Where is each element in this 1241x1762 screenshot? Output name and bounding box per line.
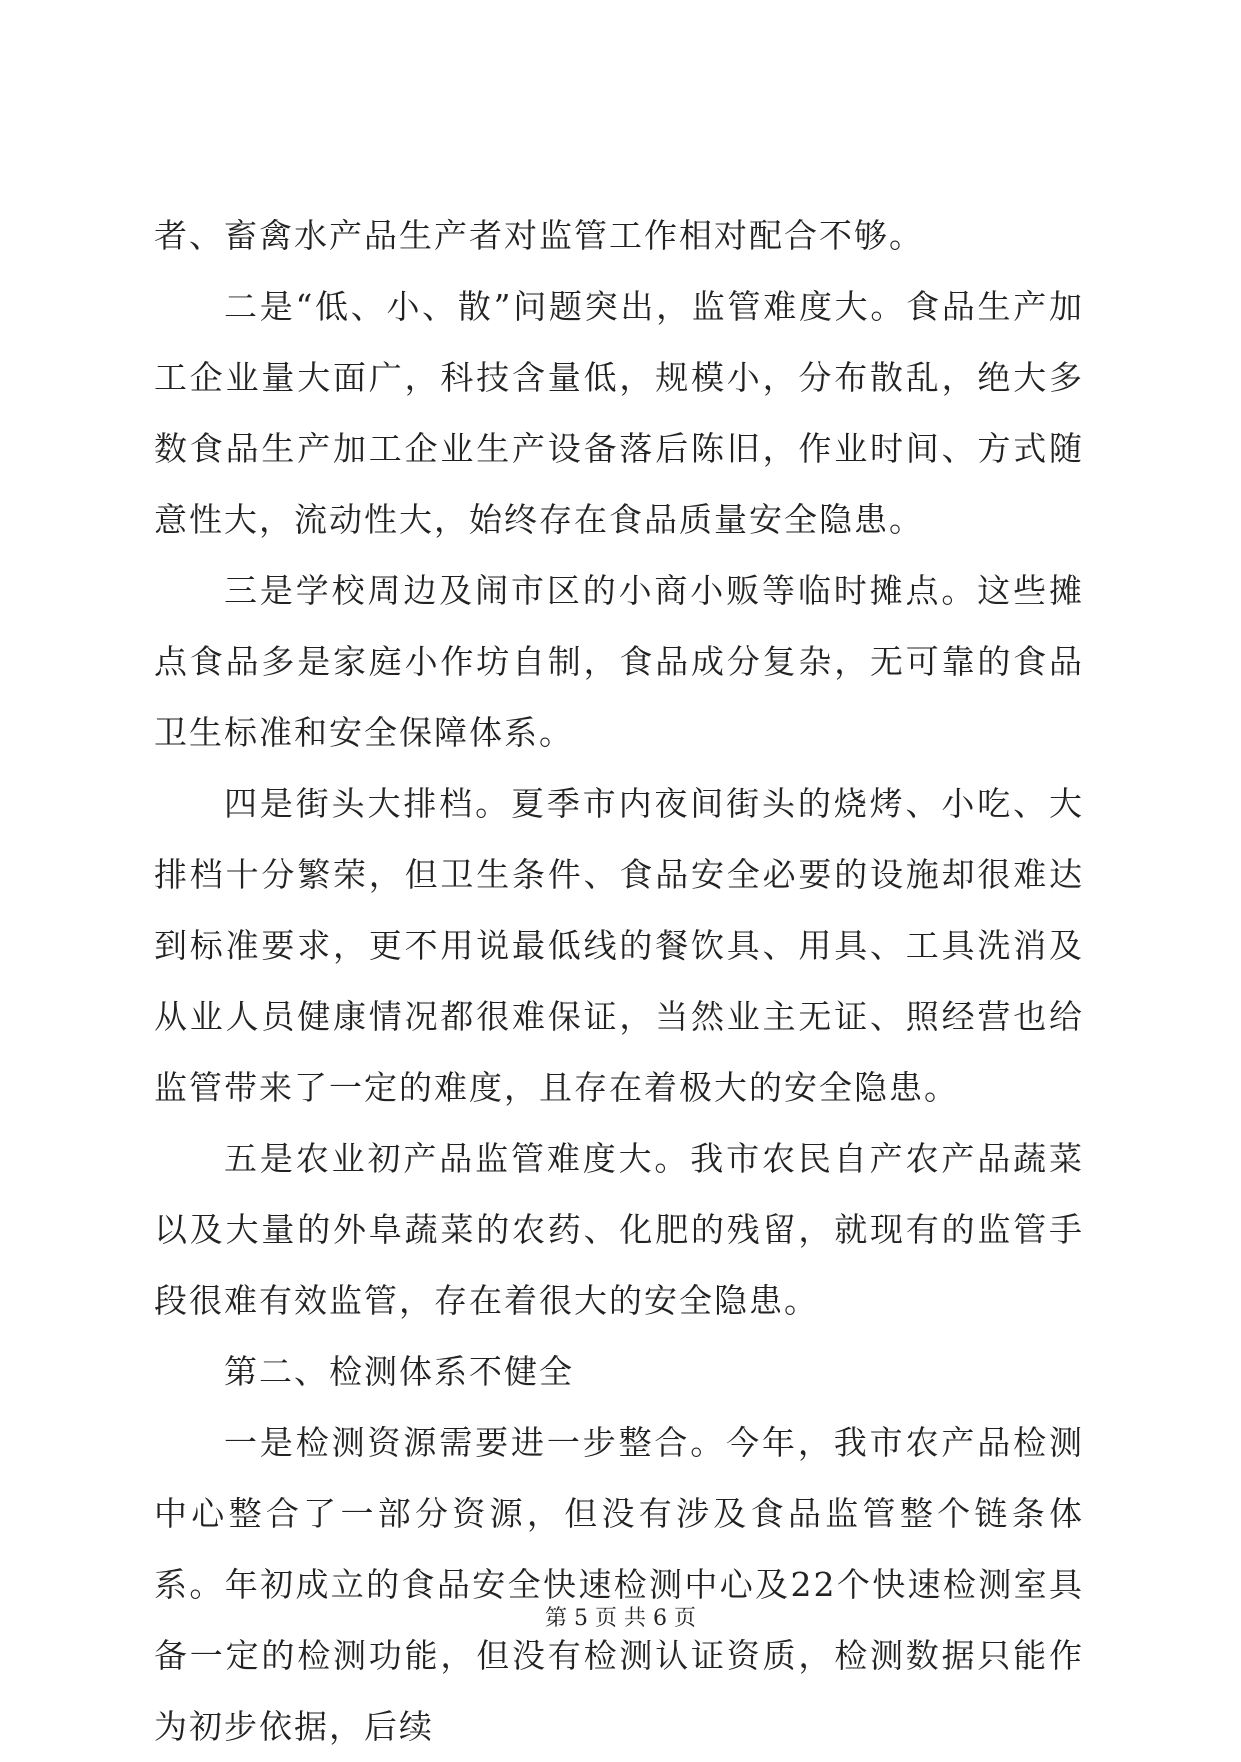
section-heading-testing-system: 第二、检测体系不健全 [224,1352,574,1391]
paragraph-item-4-food-stalls: 四是街头大排档。夏季市内夜间街头的烧烤、小吃、大排档十分繁荣，但卫生条件、食品安全必要的设施却很难达到标准要求，更不用说最低线的餐饮具、用具、工具洗消及从业人员健康情况都很难保证，当然业主无证、照经营也给监管带来了一定的难度，且存在着极大的安全隐患。 [154,784,1084,1107]
paragraph-item-1-testing-resources: 一是检测资源需要进一步整合。今年，我市农产品检测中心整合了一部分资源，但没有涉及食品监管整个链条体系。年初成立的食品安全快速检测中心及22个快速检测室具备一定的检测功能，但没有检测认证资质，检测数据只能作为初步依据，后续 [154,1423,1084,1746]
paragraph-continuation: 者、畜禽水产品生产者对监管工作相对配合不够。 [154,216,924,255]
paragraph-item-2-low-small-scattered: 二是“低、小、散”问题突出，监管难度大。食品生产加工企业量大面广，科技含量低，规模小，分布散乱，绝大多数食品生产加工企业生产设备落后陈旧，作业时间、方式随意性大，流动性大，始终存在食品质量安全隐患。 [154,287,1084,539]
paragraph-item-5-agricultural-products: 五是农业初产品监管难度大。我市农民自产农产品蔬菜以及大量的外阜蔬菜的农药、化肥的残留，就现有的监管手段很难有效监管，存在着很大的安全隐患。 [154,1139,1084,1320]
page-number-footer: 第 5 页 共 6 页 [545,1606,696,1631]
document-body [154,200,1084,1762]
paragraph-item-3-street-vendors: 三是学校周边及闹市区的小商小贩等临时摊点。这些摊点食品多是家庭小作坊自制，食品成分复杂，无可靠的食品卫生标准和安全保障体系。 [154,571,1084,752]
